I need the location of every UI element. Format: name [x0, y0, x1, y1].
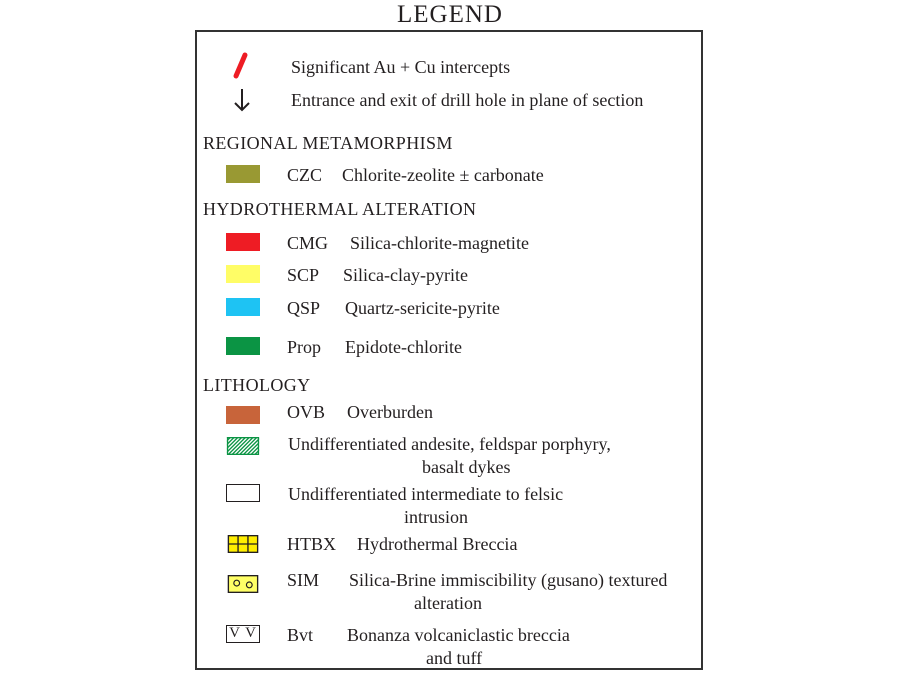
desc-andesite-line1: Undifferentiated andesite, feldspar porphyry,: [288, 434, 611, 454]
desc-intrusion-line2: intrusion: [404, 507, 469, 527]
desc-cmg: Silica-chlorite-magnetite: [350, 233, 529, 253]
down-arrow-icon: [232, 86, 252, 114]
swatch-qsp: [226, 298, 260, 316]
red-slash-icon: [230, 51, 250, 81]
code-ovb: OVB: [287, 402, 326, 422]
section-heading-hydrothermal: HYDROTHERMAL ALTERATION: [203, 199, 477, 219]
code-scp: SCP: [287, 265, 320, 285]
code-qsp: QSP: [287, 298, 321, 318]
desc-prop: Epidote-chlorite: [345, 337, 462, 357]
desc-czc: Chlorite-zeolite ± carbonate: [342, 165, 544, 185]
swatch-cmg: [226, 233, 260, 251]
desc-sim: Silica-Brine immiscibility (gusano) textured: [349, 570, 668, 590]
code-prop: Prop: [287, 337, 322, 357]
swatch-bvt-vv: V V: [226, 625, 260, 643]
swatch-czc: [226, 165, 260, 183]
desc-htbx: Hydrothermal Breccia: [357, 534, 518, 554]
desc-andesite-line2: basalt dykes: [422, 457, 511, 477]
code-cmg: CMG: [287, 233, 329, 253]
swatch-scp: [226, 265, 260, 283]
desc-qsp: Quartz-sericite-pyrite: [345, 298, 500, 318]
swatch-sim-circles: [226, 575, 260, 593]
section-heading-regional: REGIONAL METAMORPHISM: [203, 133, 453, 153]
desc-ovb: Overburden: [347, 402, 433, 422]
swatch-intrusion: [226, 484, 260, 502]
code-htbx: HTBX: [287, 534, 336, 554]
code-czc: CZC: [287, 165, 323, 185]
code-sim: SIM: [287, 570, 320, 590]
swatch-prop: [226, 337, 260, 355]
desc-scp: Silica-clay-pyrite: [343, 265, 468, 285]
desc-sim-line2: alteration: [414, 593, 482, 613]
code-bvt: Bvt: [287, 625, 314, 645]
legend-title: LEGEND: [397, 1, 503, 28]
section-heading-lithology: LITHOLOGY: [203, 375, 311, 395]
desc-intrusion-line1: Undifferentiated intermediate to felsic: [288, 484, 564, 504]
symbol-label-intercepts: Significant Au + Cu intercepts: [291, 57, 511, 77]
swatch-andesite-hatch: [226, 437, 260, 455]
desc-bvt: Bonanza volcaniclastic breccia: [347, 625, 570, 645]
symbol-label-drill-hole: Entrance and exit of drill hole in plane of section: [291, 90, 644, 110]
swatch-htbx-grid: [226, 535, 260, 553]
swatch-ovb: [226, 406, 260, 424]
desc-bvt-line2: and tuff: [426, 648, 483, 668]
